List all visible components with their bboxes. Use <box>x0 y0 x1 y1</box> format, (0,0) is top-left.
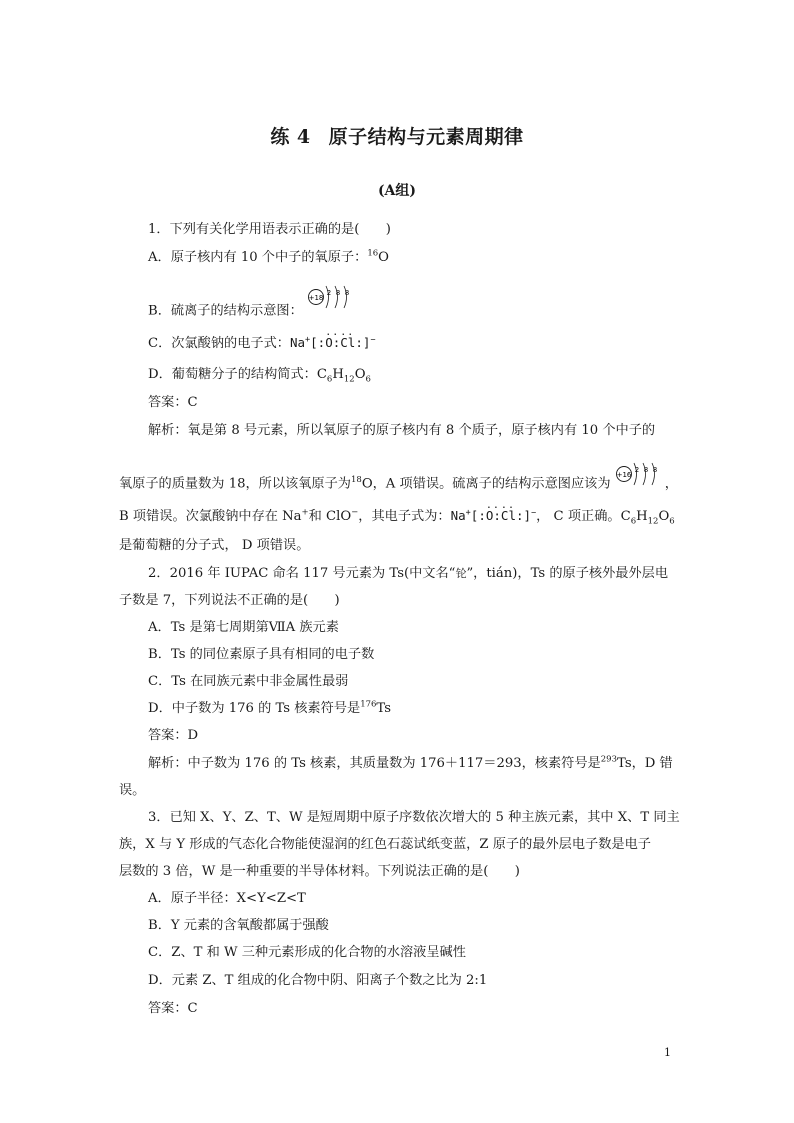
title-prefix: 练 4 <box>270 126 311 148</box>
q2-stem-line-2: 子数是 7，下列说法不正确的是( ) <box>119 593 340 608</box>
q1-option-d: D．葡萄糖分子的结构简式：$C_6H_{12}O_6$ <box>148 367 371 385</box>
q3-answer: 答案：C <box>148 1001 198 1016</box>
sulfur-atom-diagram <box>615 460 665 488</box>
q1-explanation-line-4: 是葡萄糖的分子式， D 项错误。 <box>119 538 310 553</box>
q1-explanation-line-2: 氧原子的质量数为 18，所以该氧原子为$^{18}$O，A 项错误。硫离子的结构示意图应该为 +16 2 8 8 ， <box>119 470 678 498</box>
q3-option-a: A．原子半径：X<Y<Z<T <box>148 891 306 906</box>
group-label: (A组) <box>377 183 417 199</box>
q1-explanation-line-3: B 项错误。次氯酸钠中存在 Na+和 ClO−，其电子式为：Na+[: .. O: .. Cl:]−， C 项正确。$C_6H_{12}O_6$ <box>119 500 675 527</box>
glucose-formula-explanation: $C_6H_{12}O_6$ <box>620 509 675 527</box>
q3-option-d: D．元素 Z、T 组成的化合物中阴、阳离子个数之比为 2:1 <box>148 973 488 988</box>
diagram-shell-1: 2 <box>634 466 639 474</box>
diagram-nucleus: +18 <box>308 294 324 302</box>
q2-option-b: B．Ts 的同位素原子具有相同的电子数 <box>148 647 375 662</box>
q2-explanation-line-2: 误。 <box>119 783 146 798</box>
q3-stem-line-2: 族，X 与 Y 形成的气态化合物能使湿润的红色石蕊试纸变蓝，Z 原子的最外层电子数是电子 <box>119 837 651 852</box>
diagram-shell-1: 2 <box>326 289 332 297</box>
q2-answer: 答案：D <box>148 728 199 743</box>
q2-option-d: D．中子数为 176 的 Ts 核素符号是$^{176}$Ts <box>148 699 392 716</box>
q3-option-c: C．Z、T 和 W 三种元素形成的化合物的水溶液呈碱性 <box>148 945 466 960</box>
q3-stem-line-3: 层数的 3 倍，W 是一种重要的半导体材料。下列说法正确的是( ) <box>119 864 520 879</box>
diagram-shell-2: 8 <box>335 289 341 297</box>
glucose-formula: $C_6H_{12}O_6$ <box>316 367 371 385</box>
q3-option-b: B．Y 元素的含氧酸都属于强酸 <box>148 918 329 933</box>
q1-option-c: C．次氯酸钠的电子式：Na+[: .. O: .. Cl:]− <box>148 327 376 351</box>
q1-stem: 1．下列有关化学用语表示正确的是( ) <box>148 222 391 237</box>
sulfide-ion-diagram <box>307 283 357 311</box>
naclo-electron-formula: Na+[: .. O: .. Cl:]− <box>289 327 376 350</box>
q1-option-a: A．原子核内有 10 个中子的氧原子：$^{16}$O <box>148 248 389 265</box>
q3-stem-line-1: 3．已知 X、Y、Z、T、W 是短周期中原子序数依次增大的 5 种主族元素，其中 X、T 同主 <box>148 810 680 825</box>
diagram-shell-3: 8 <box>652 466 657 474</box>
q2-stem-line-1: 2．2016 年 IUPAC 命名 117 号元素为 Ts(中文名“𬬭”，tián)，Ts 的原子核外最外层电 <box>148 566 669 581</box>
tian-character: 𬬭 <box>455 567 467 580</box>
title-main: 原子结构与元素周期律 <box>328 126 524 148</box>
diagram-shell-3: 8 <box>344 289 350 297</box>
q2-option-a: A．Ts 是第七周期第ⅦA 族元素 <box>148 620 339 635</box>
q1-option-b: B．硫离子的结构示意图： +18 2 8 8 <box>148 297 357 325</box>
q1-answer: 答案：C <box>148 395 198 410</box>
diagram-nucleus: +16 <box>616 471 632 479</box>
diagram-shell-2: 8 <box>643 466 648 474</box>
page-title <box>0 122 794 149</box>
page-number: 1 <box>664 1046 671 1059</box>
q1-explanation-line-1: 解析：氧是第 8 号元素，所以氧原子的原子核内有 8 个质子，原子核内有 10 个中子的 <box>148 423 656 438</box>
q2-explanation-line-1: 解析：中子数为 176 的 Ts 核素，其质量数为 176＋117＝293，核素符号是$^{293}$Ts，D 错 <box>148 754 673 771</box>
naclo-electron-formula-explanation: Na+[: .. O: .. Cl:]− <box>450 500 537 523</box>
q2-option-c: C．Ts 在同族元素中非金属性最弱 <box>148 674 349 689</box>
